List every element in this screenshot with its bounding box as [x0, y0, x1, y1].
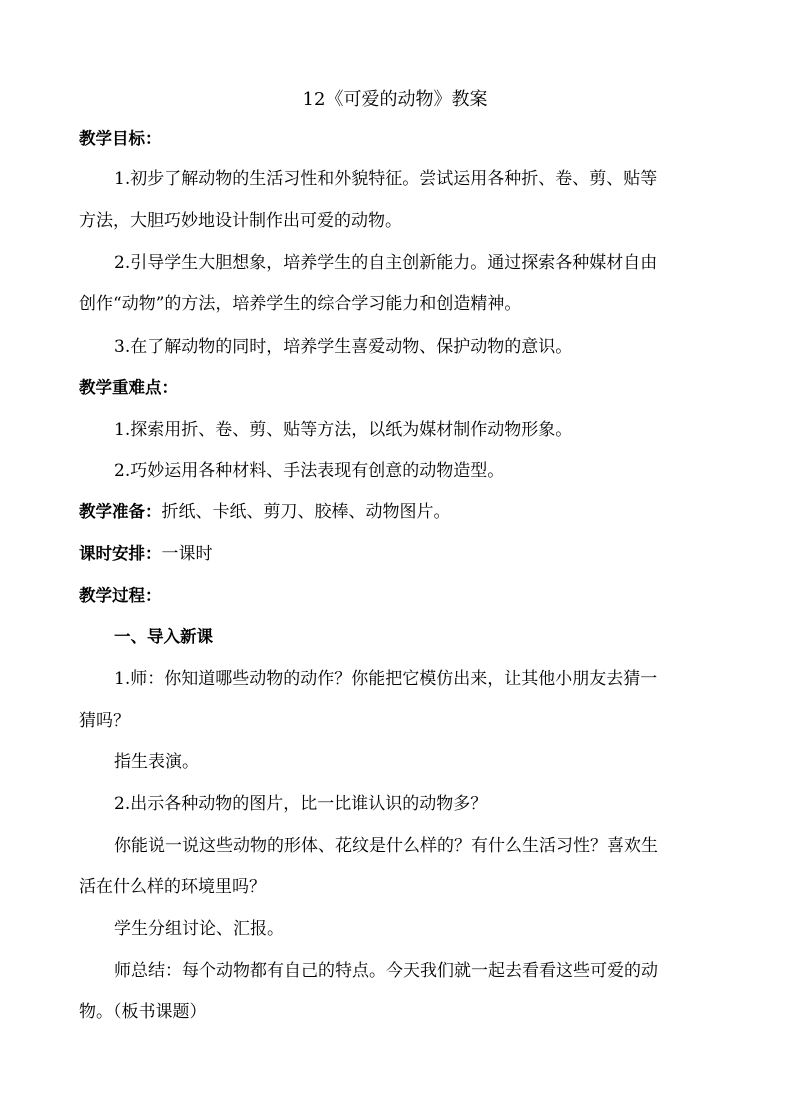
- keypoint-1: 1.探索用折、卷、剪、贴等方法，以纸为媒材制作动物形象。: [114, 420, 573, 440]
- summary-line-1: 师总结：每个动物都有自己的特点。今天我们就一起去看看这些可爱的动: [114, 961, 658, 981]
- summary-line-2: 物。（板书课题）: [79, 1002, 207, 1022]
- keypoint-2: 2.巧妙运用各种材料、手法表现有创意的动物造型。: [114, 461, 505, 481]
- question-1-line-2: 猜吗？: [79, 711, 130, 731]
- part-1-heading: 一、导入新课: [114, 627, 213, 646]
- schedule-line: [79, 543, 213, 565]
- schedule-text: 一课时: [161, 544, 213, 564]
- keypoints-heading: 教学重难点：: [79, 378, 178, 397]
- process-heading: 教学过程：: [79, 586, 162, 605]
- question-2-follow-line-2: 活在什么样的环境里吗？: [79, 877, 266, 897]
- question-2-action: 学生分组讨论、汇报。: [114, 919, 284, 939]
- goals-heading: 教学目标：: [79, 129, 162, 148]
- goal-3: 3.在了解动物的同时，培养学生喜爱动物、保护动物的意识。: [114, 337, 573, 357]
- document-title: 12《可爱的动物》教案: [302, 89, 488, 110]
- goal-2-line-1: 2.引导学生大胆想象，培养学生的自主创新能力。通过探索各种媒材自由: [114, 253, 658, 273]
- goal-1-line-2: 方法，大胆巧妙地设计制作出可爱的动物。: [79, 211, 402, 231]
- question-1-line-1: 1.师：你知道哪些动物的动作？你能把它模仿出来，让其他小朋友去猜一: [114, 669, 658, 689]
- preparation-label: 教学准备：: [79, 502, 162, 521]
- question-2: 2.出示各种动物的图片，比一比谁认识的动物多？: [114, 794, 488, 814]
- question-2-follow-line-1: 你能说一说这些动物的形体、花纹是什么样的？有什么生活习性？喜欢生: [114, 836, 658, 856]
- preparation-line: [79, 501, 451, 523]
- schedule-label: 课时安排：: [79, 544, 162, 563]
- goal-1-line-1: 1.初步了解动物的生活习性和外貌特征。尝试运用各种折、卷、剪、贴等: [114, 169, 658, 189]
- question-1-action: 指生表演。: [114, 752, 199, 772]
- goal-2-line-2: 创作“动物”的方法，培养学生的综合学习能力和创造精神。: [79, 294, 522, 314]
- preparation-text: 折纸、卡纸、剪刀、胶棒、动物图片。: [161, 502, 451, 522]
